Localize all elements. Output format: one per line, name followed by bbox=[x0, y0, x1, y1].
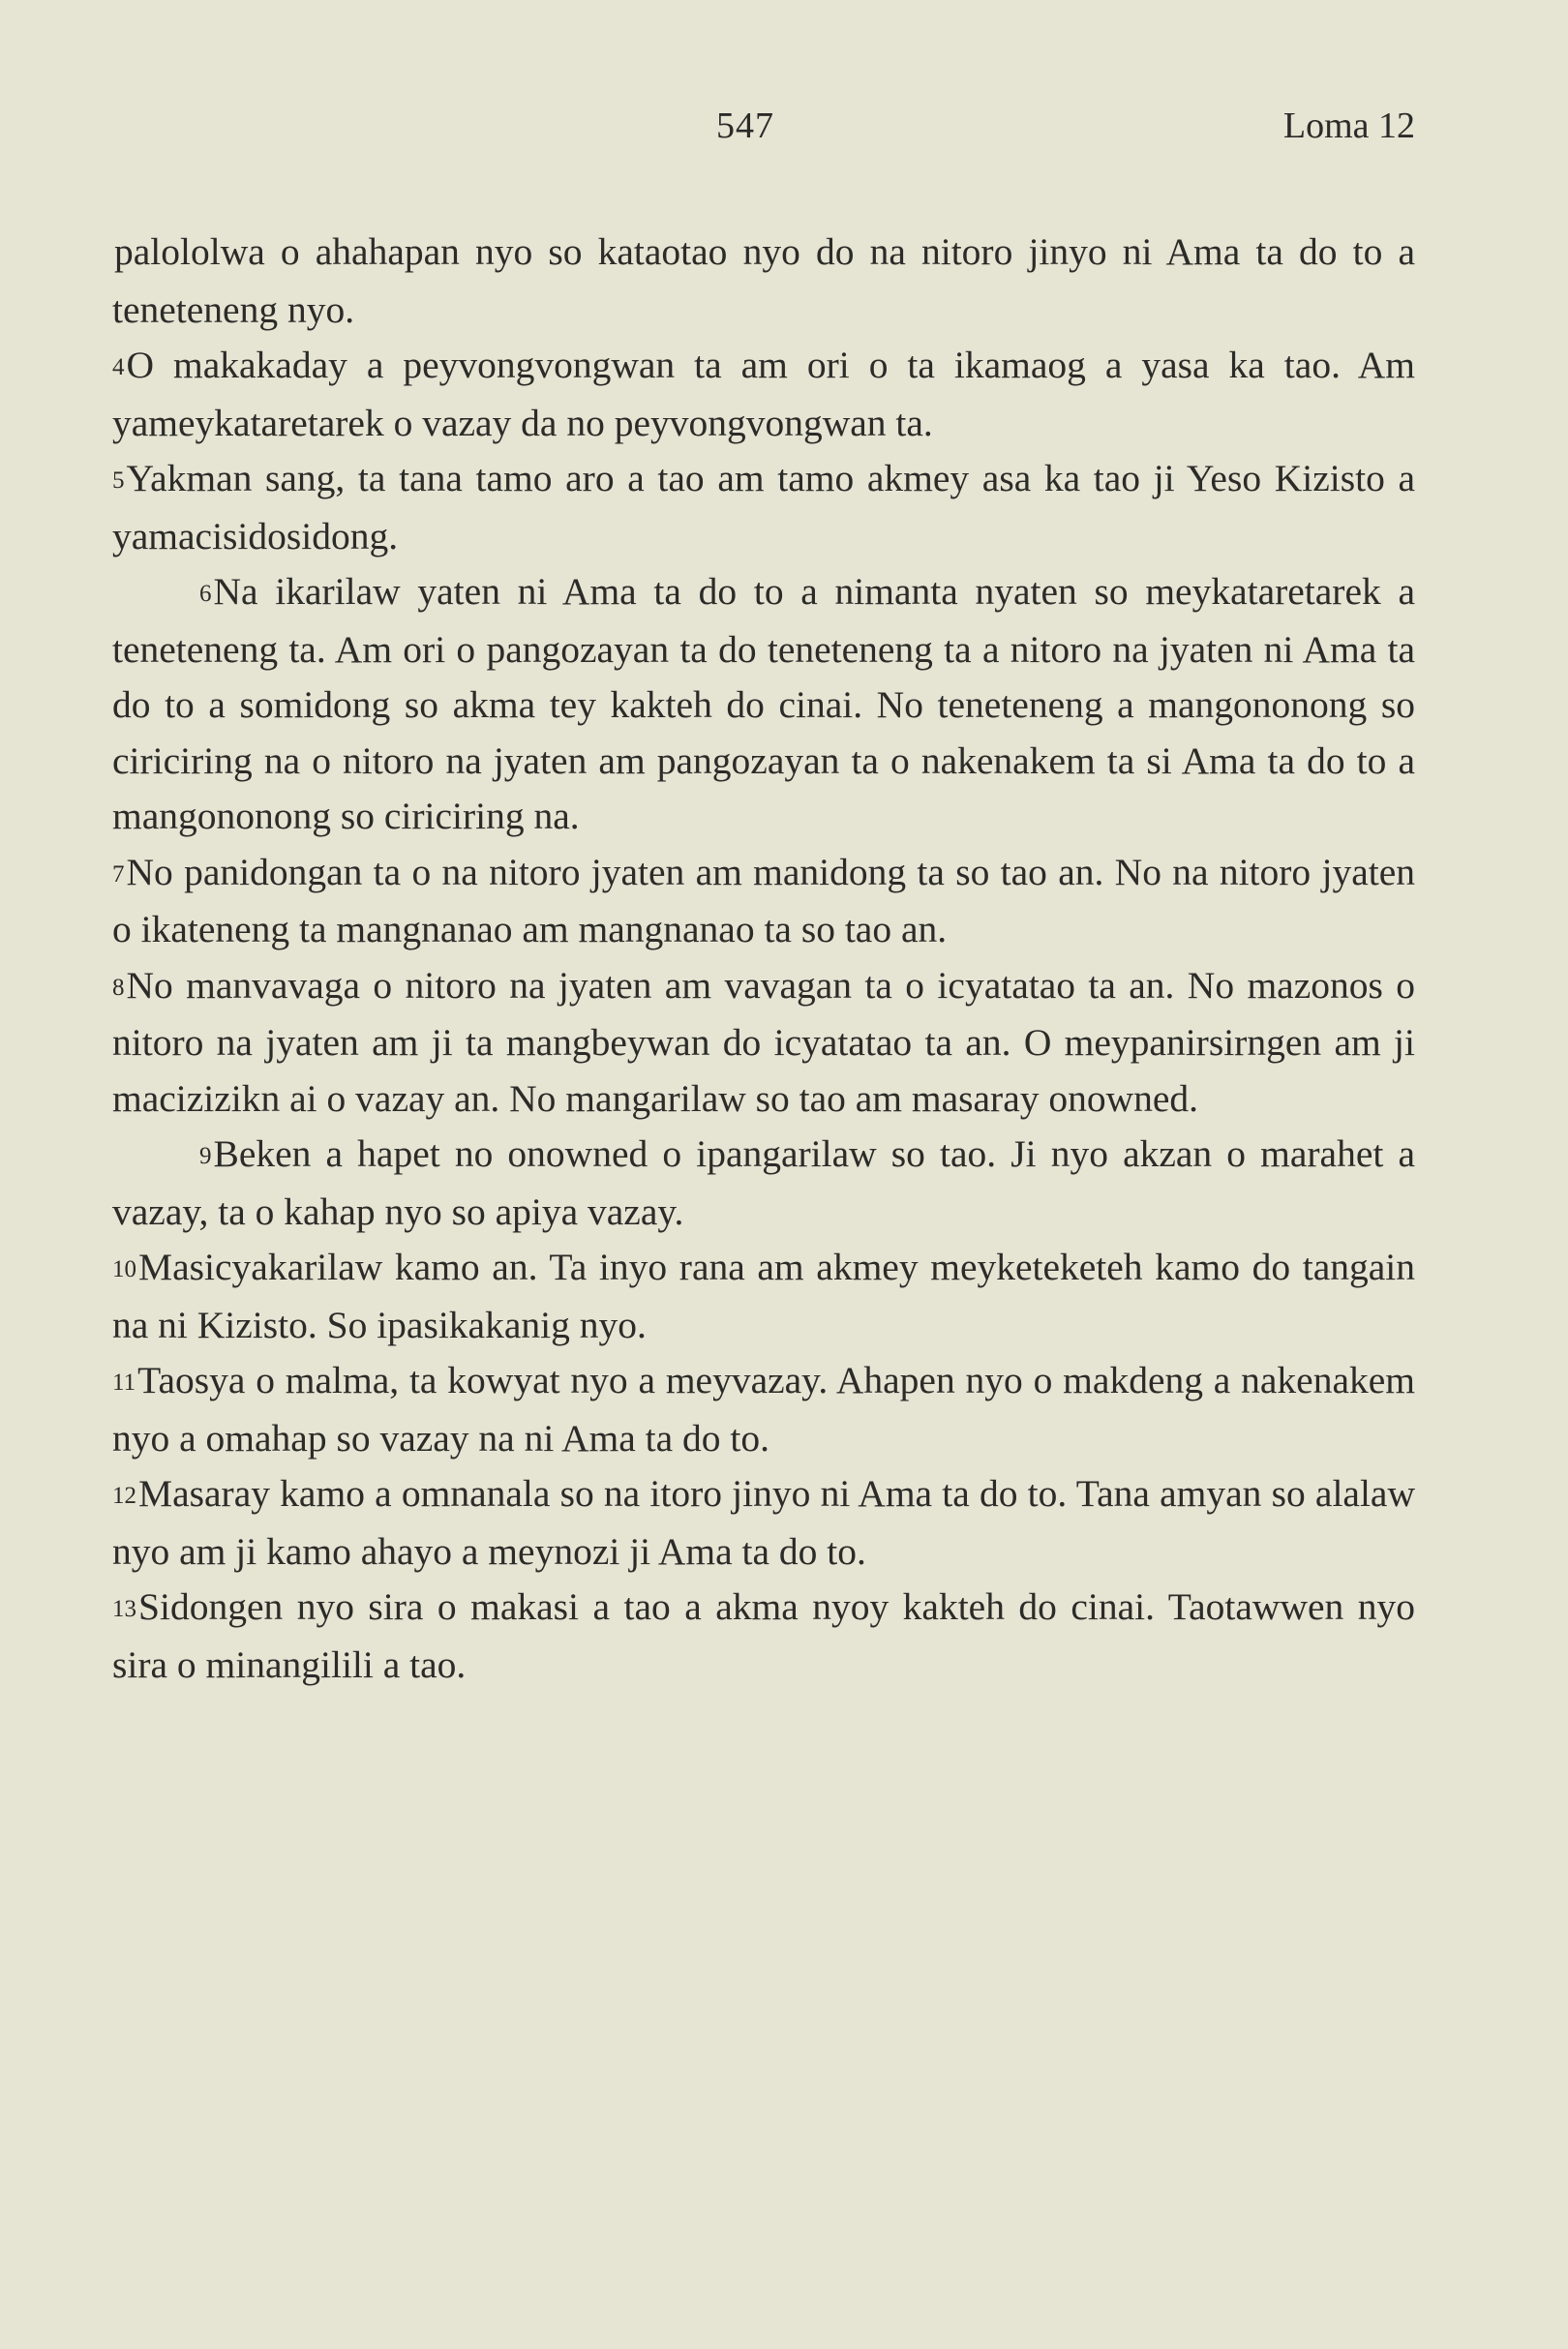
verse-text: Yakman sang, ta tana tamo aro a tao am tamo akmey asa ka tao ji Yeso Kizisto a yamacisidosidong. bbox=[112, 457, 1415, 557]
verse-text: Masicyakarilaw kamo an. Ta inyo rana am akmey meyketeketeh kamo do tangain na ni Kizisto. So ipasikakanig nyo. bbox=[112, 1246, 1415, 1346]
verse-number: 4 bbox=[112, 354, 125, 380]
verse-number: 11 bbox=[112, 1370, 136, 1396]
paragraph bbox=[112, 564, 1415, 845]
verse-text: Masaray kamo a omnanala so na itoro jinyo ni Ama ta do to. Tana amyan so alalaw nyo am ji kamo ahayo a meynozi ji Ama ta do to. bbox=[112, 1472, 1415, 1573]
verse-text: Na ikarilaw yaten ni Ama ta do to a nimanta nyaten so meykataretarek a teneteneng ta. Am ori o pangozayan ta do teneteneng ta a nitoro na jyaten ni Ama ta do to a somidong so akma tey kakteh do cinai. No teneteneng a mangononong so ciriciring na o nitoro na jyaten am pangozayan ta o nakenakem ta si Ama ta do to a mangononong so ciriciring na. bbox=[112, 570, 1415, 837]
paragraph bbox=[112, 1580, 1415, 1693]
verse-text: Beken a hapet no onowned o ipangarilaw so tao. Ji nyo akzan o marahet a vazay, ta o kahap nyo so apiya vazay. bbox=[112, 1132, 1415, 1233]
verse-text: No manvavaga o nitoro na jyaten am vavagan ta o icyatatao ta an. No mazonos o nitoro na jyaten am ji ta mangbeywan do icyatatao ta an. O meypanirsirngen am ji macizizikn ai o vazay an. No mangarilaw so tao am masaray onowned. bbox=[112, 963, 1415, 1120]
verse-number: 6 bbox=[199, 581, 212, 607]
verse-number: 12 bbox=[112, 1483, 136, 1509]
verse-text: Sidongen nyo sira o makasi a tao a akma nyoy kakteh do cinai. Taotawwen nyo sira o minangilili a tao. bbox=[112, 1585, 1415, 1686]
paragraph bbox=[112, 1127, 1415, 1240]
verse-number: 5 bbox=[112, 467, 125, 494]
verse-number: 10 bbox=[112, 1256, 136, 1282]
page-number: 547 bbox=[716, 105, 774, 146]
running-title: Loma 12 bbox=[1282, 105, 1415, 146]
page-header bbox=[112, 105, 1415, 163]
paragraph bbox=[112, 1240, 1415, 1353]
paragraph bbox=[112, 225, 1415, 338]
verse-number: 7 bbox=[112, 860, 125, 888]
verse-text: No panidongan ta o na nitoro jyaten am manidong ta so tao an. No na nitoro jyaten o ikateneng ta mangnanao am mangnanao ta so tao an. bbox=[112, 850, 1415, 950]
verse-number: 9 bbox=[199, 1143, 212, 1169]
paragraph bbox=[112, 451, 1415, 564]
verse-number: 13 bbox=[112, 1596, 136, 1622]
paragraph bbox=[112, 1353, 1415, 1466]
paragraph bbox=[112, 1466, 1415, 1580]
paragraph bbox=[112, 958, 1415, 1128]
verse-number: 8 bbox=[112, 974, 125, 1001]
verse-text: palololwa o ahahapan nyo so kataotao nyo do na nitoro jinyo ni Ama ta do to a teneteneng nyo. bbox=[112, 230, 1415, 331]
paragraph bbox=[112, 845, 1415, 958]
body-text bbox=[112, 225, 1415, 1693]
paragraph bbox=[112, 338, 1415, 451]
verse-text: O makakaday a peyvongvongwan ta am ori o ta ikamaog a yasa ka tao. Am yameykataretarek o vazay da no peyvongvongwan ta. bbox=[112, 344, 1415, 444]
verse-text: Taosya o malma, ta kowyat nyo a meyvazay. Ahapen nyo o makdeng a nakenakem nyo a omahap so vazay na ni Ama ta do to. bbox=[112, 1359, 1415, 1460]
